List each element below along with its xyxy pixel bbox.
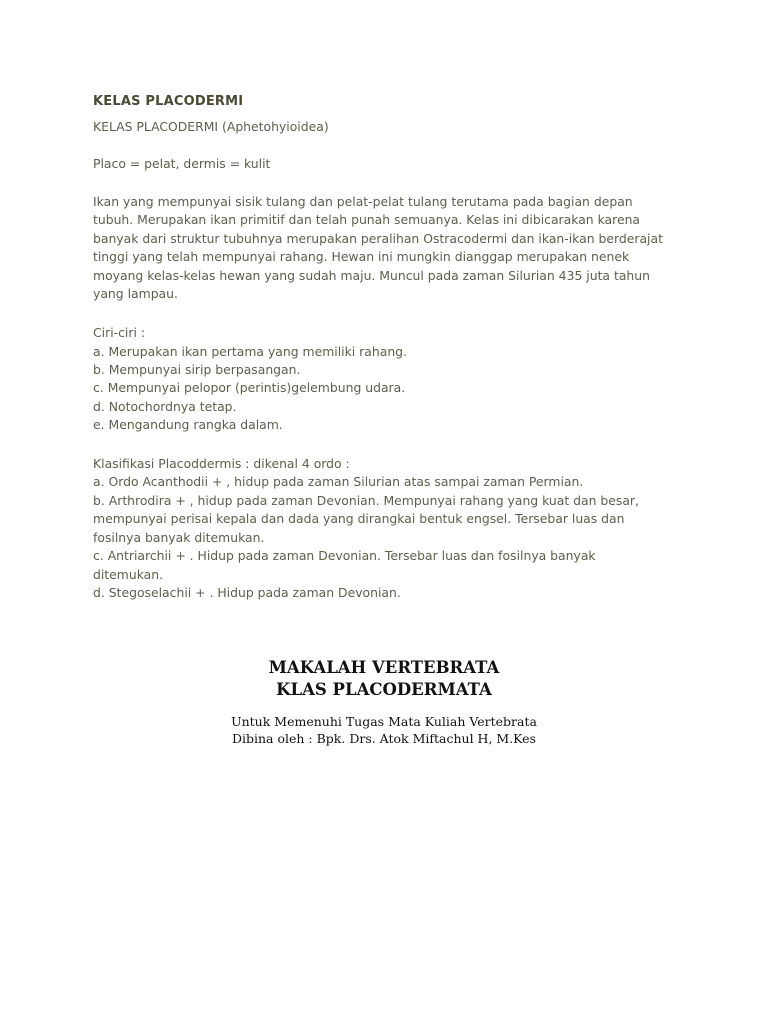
list-item: b. Mempunyai sirip berpasangan. (93, 362, 301, 377)
paragraph-line: banyak dari struktur tubuhnya merupakan peralihan Ostracodermi dan ikan-ikan berderajat (93, 231, 663, 246)
paragraph-line: Ikan yang mempunyai sisik tulang dan pelat-pelat tulang terutama pada bagian depan (93, 194, 633, 209)
list-item: mempunyai perisai kepala dan dada yang dirangkai bentuk engsel. Tersebar luas dan (93, 511, 625, 526)
paragraph-line: yang lampau. (93, 286, 178, 301)
cover-subtitle-line2: Dibina oleh : Bpk. Drs. Atok Miftachul H, M.Kes (231, 731, 536, 746)
paragraph-line: tubuh. Merupakan ikan primitif dan telah punah semuanya. Kelas ini dibicarakan karena (93, 212, 641, 227)
list-title: Klasifikasi Placoddermis : dikenal 4 ordo : (93, 456, 350, 471)
list-item: e. Mengandung rangka dalam. (93, 417, 283, 432)
list-item: c. Mempunyai pelopor (perintis)gelembung udara. (93, 380, 406, 395)
list-item: c. Antriarchii + . Hidup pada zaman Devonian. Tersebar luas dan fosilnya banyak (93, 548, 596, 563)
paragraph-line: tinggi yang telah mempunyai rahang. Hewan ini mungkin dianggap merupakan nenek (93, 249, 630, 264)
cover-subtitle-line1: Untuk Memenuhi Tugas Mata Kuliah Vertebrata (231, 714, 537, 729)
cover-title-line2: KLAS PLACODERMATA (276, 680, 492, 699)
list-item: a. Ordo Acanthodii + , hidup pada zaman Silurian atas sampai zaman Permian. (93, 474, 584, 489)
list-item: a. Merupakan ikan pertama yang memiliki rahang. (93, 344, 407, 359)
subheading-line: KELAS PLACODERMI (Aphetohyioidea) (93, 119, 329, 134)
list-item: ditemukan. (93, 567, 164, 582)
list-item: d. Notochordnya tetap. (93, 399, 237, 414)
list-item: d. Stegoselachii + . Hidup pada zaman Devonian. (93, 585, 401, 600)
list-item: b. Arthrodira + , hidup pada zaman Devonian. Mempunyai rahang yang kuat dan besar, (93, 493, 639, 508)
definition-line: Placo = pelat, dermis = kulit (93, 156, 271, 171)
cover-title-line1: MAKALAH VERTEBRATA (268, 658, 500, 677)
list-item: fosilnya banyak ditemukan. (93, 530, 265, 545)
section-heading: KELAS PLACODERMI (93, 94, 244, 109)
paragraph-line: moyang kelas-kelas hewan yang sudah maju. Muncul pada zaman Silurian 435 juta tahun (93, 268, 650, 283)
list-title: Ciri-ciri : (93, 325, 146, 340)
